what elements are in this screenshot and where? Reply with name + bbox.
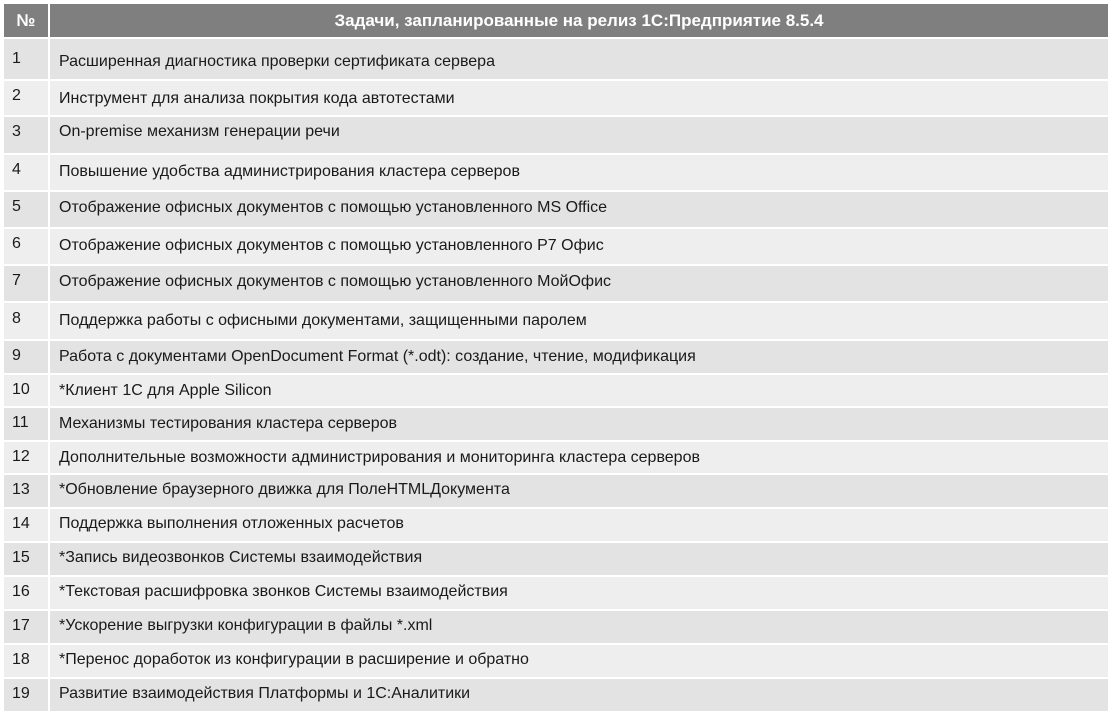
row-number: 3 [4, 117, 50, 155]
table-row [4, 117, 1108, 155]
row-task: *Обновление браузерного движка для ПолеHTMLДокумента [50, 475, 1108, 509]
table-row [4, 509, 1108, 543]
table-row [4, 229, 1108, 266]
table-row [4, 442, 1108, 475]
table-row [4, 341, 1108, 375]
row-task: Механизмы тестирования кластера серверов [50, 408, 1108, 442]
row-task: Повышение удобства администрирования кластера серверов [50, 155, 1108, 192]
row-number: 15 [4, 543, 50, 577]
row-number: 10 [4, 375, 50, 408]
row-task: Работа с документами OpenDocument Format (*.odt): создание, чтение, модификация [50, 341, 1108, 375]
row-number: 7 [4, 266, 50, 303]
table-row [4, 266, 1108, 303]
row-task: Отображение офисных документов с помощью установленного MS Office [50, 192, 1108, 229]
row-task: Поддержка работы с офисными документами, защищенными паролем [50, 303, 1108, 341]
column-header-title: Задачи, запланированные на релиз 1С:Предприятие 8.5.4 [50, 4, 1108, 39]
row-task: On-premise механизм генерации речи [50, 117, 1108, 155]
row-task: Дополнительные возможности администрирования и мониторинга кластера серверов [50, 442, 1108, 475]
table-row [4, 679, 1108, 713]
row-number: 2 [4, 81, 50, 117]
row-task: Расширенная диагностика проверки сертификата сервера [50, 39, 1108, 81]
row-task: *Ускорение выгрузки конфигурации в файлы *.xml [50, 611, 1108, 645]
row-task: *Запись видеозвонков Системы взаимодействия [50, 543, 1108, 577]
table-row [4, 155, 1108, 192]
row-task: Инструмент для анализа покрытия кода автотестами [50, 81, 1108, 117]
row-number: 6 [4, 229, 50, 266]
row-number: 17 [4, 611, 50, 645]
table-row [4, 577, 1108, 611]
row-task: *Клиент 1С для Apple Silicon [50, 375, 1108, 408]
table-row [4, 375, 1108, 408]
table-row [4, 192, 1108, 229]
row-number: 14 [4, 509, 50, 543]
table-row [4, 303, 1108, 341]
row-number: 5 [4, 192, 50, 229]
row-number: 18 [4, 645, 50, 679]
tasks-table-container [4, 4, 1108, 713]
table-row [4, 543, 1108, 577]
column-header-number: № [4, 4, 50, 39]
row-task: Поддержка выполнения отложенных расчетов [50, 509, 1108, 543]
row-number: 12 [4, 442, 50, 475]
table-row [4, 39, 1108, 81]
row-task: Развитие взаимодействия Платформы и 1С:Аналитики [50, 679, 1108, 713]
table-row [4, 408, 1108, 442]
row-task: Отображение офисных документов с помощью установленного МойОфис [50, 266, 1108, 303]
row-number: 13 [4, 475, 50, 509]
row-number: 1 [4, 39, 50, 81]
row-number: 16 [4, 577, 50, 611]
table-header-row [4, 4, 1108, 39]
row-task: Отображение офисных документов с помощью установленного Р7 Офис [50, 229, 1108, 266]
row-number: 8 [4, 303, 50, 341]
row-task: *Перенос доработок из конфигурации в расширение и обратно [50, 645, 1108, 679]
release-tasks-table [4, 4, 1108, 713]
row-number: 9 [4, 341, 50, 375]
table-row [4, 81, 1108, 117]
row-number: 11 [4, 408, 50, 442]
row-number: 4 [4, 155, 50, 192]
table-row [4, 611, 1108, 645]
row-number: 19 [4, 679, 50, 713]
table-row [4, 475, 1108, 509]
row-task: *Текстовая расшифровка звонков Системы взаимодействия [50, 577, 1108, 611]
table-row [4, 645, 1108, 679]
